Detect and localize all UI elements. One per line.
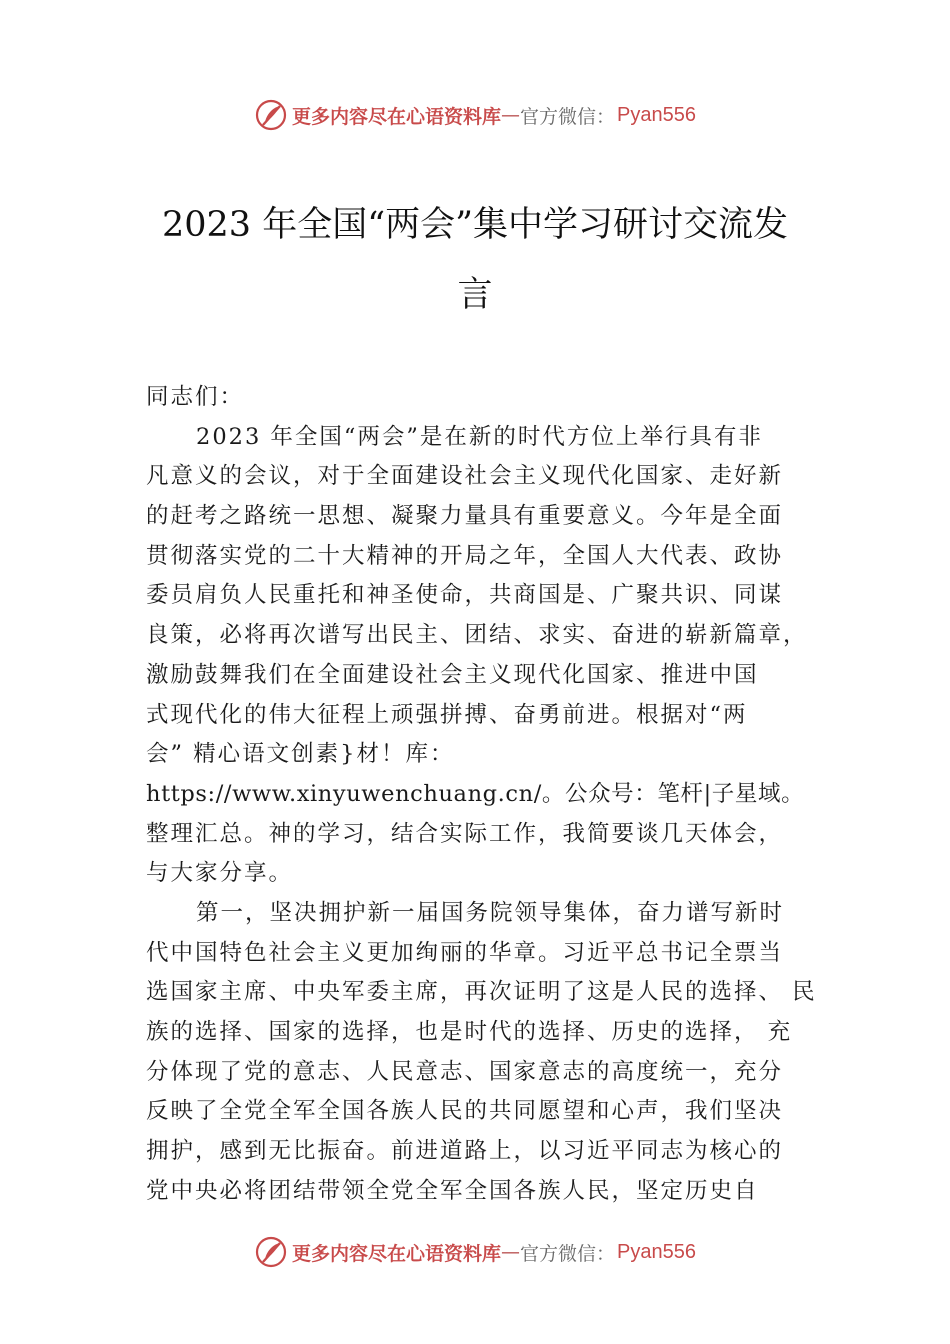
body-line: 族的选择、国家的选择，也是时代的选择、历史的选择， 充 [146, 1019, 793, 1045]
banner-dash: — [501, 1241, 521, 1263]
title-line-1: 2023 年全国“两会”集中学习研讨交流发 [162, 205, 788, 245]
footer-banner [0, 1232, 950, 1272]
body-line: 式现代化的伟大征程上顽强拼搏、奋勇前进。根据对“两 [146, 701, 748, 728]
body-line: 贯彻落实党的二十大精神的开局之年，全国人大代表、政协 [146, 542, 784, 569]
document-body [146, 378, 836, 1211]
body-line: 激励鼓舞我们在全面建设社会主义现代化国家、推进中国 [146, 661, 759, 688]
body-line: 同志们： [146, 384, 245, 410]
quill-logo-icon [254, 1235, 288, 1269]
body-line: 代中国特色社会主义更加绚丽的华章。习近平总书记全票当 [146, 939, 784, 966]
body-line: 党中央必将团结带领全党全军全国各族人民，坚定历史自 [146, 1177, 759, 1204]
banner-brand-text: 更多内容尽在心语资料库 [292, 1242, 502, 1265]
banner-wechat-id: Pyan556 [617, 103, 696, 126]
body-line: 2023 年全国“两会”是在新的时代方位上举行具有非 [196, 423, 763, 450]
body-line: 整理汇总。神的学习，结合实际工作，我简要谈几天体会， [146, 820, 784, 847]
body-line: 与大家分享。 [146, 860, 294, 887]
body-line: 的赶考之路统一思想、凝聚力量具有重要意义。今年是全面 [146, 503, 784, 530]
body-line: 分体现了党的意志、人民意志、国家意志的高度统一，充分 [146, 1058, 784, 1085]
body-line: 拥护，感到无比振奋。前进道路上，以习近平同志为核心的 [146, 1138, 784, 1165]
body-line: 会” 精心语文创素}材！库： [146, 741, 455, 768]
header-banner [0, 95, 950, 135]
banner-wechat-label: 官方微信： [520, 105, 616, 128]
title-line-2: 言 [457, 275, 493, 315]
body-line: 反映了全党全军全国各族人民的共同愿望和心声，我们坚决 [146, 1098, 784, 1125]
quill-logo-icon [254, 98, 288, 132]
banner-dash: — [501, 104, 521, 126]
banner-wechat-id: Pyan556 [617, 1240, 696, 1263]
body-line: 良策，必将再次谱写出民主、团结、求实、奋进的崭新篇章， [146, 622, 808, 649]
body-line-url: https://www.xinyuwenchuang.cn/。公众号：笔杆|子星域。 [146, 780, 805, 807]
body-line: 凡意义的会议，对于全面建设社会主义现代化国家、走好新 [146, 463, 784, 490]
body-line: 第一，坚决拥护新一届国务院领导集体，奋力谱写新时 [196, 899, 785, 926]
body-line: 选国家主席、中央军委主席，再次证明了这是人民的选择、 民 [146, 979, 817, 1006]
banner-brand-text: 更多内容尽在心语资料库 [292, 105, 502, 128]
body-line: 委员肩负人民重托和神圣使命，共商国是、广聚共识、同谋 [146, 582, 784, 609]
banner-wechat-label: 官方微信： [520, 1242, 616, 1265]
document-title [140, 190, 810, 330]
